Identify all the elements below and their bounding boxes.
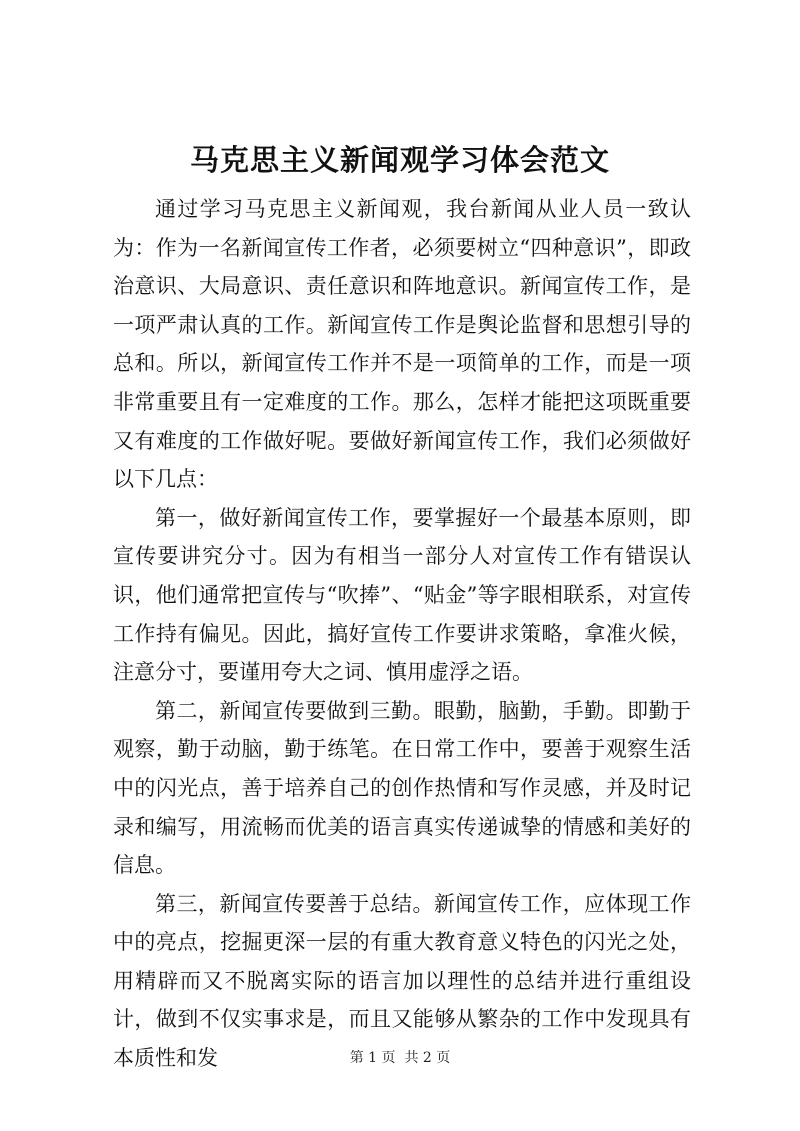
page-number: 第 1 页 (349, 1050, 396, 1066)
paragraph-point-1: 第一，做好新闻宣传工作，要掌握好一个最基本原则，即宣传要讲究分寸。因为有相当一部分人对宣传工作有错误认识，他们通常把宣传与“吹捧”、“贴金”等字眼相联系，对宣传工作持有偏见。因此，搞好宣传工作要讲求策略，拿准火候，注意分寸，要谨用夸大之词、慎用虚浮之语。 (113, 505, 691, 685)
page-total: 共 2 页 (404, 1050, 451, 1066)
paragraph-intro: 通过学习马克思主义新闻观，我台新闻从业人员一致认为：作为一名新闻宣传工作者，必须要树立“四种意识”，即政治意识、大局意识、责任意识和阵地意识。新闻宣传工作，是一项严肃认真的工作。新闻宣传工作是舆论监督和思想引导的总和。所以，新闻宣传工作并不是一项简单的工作，而是一项非常重要且有一定难度的工作。那么，怎样才能把这项既重要又有难度的工作做好呢。要做好新闻宣传工作，我们必须做好以下几点： (113, 197, 691, 492)
paragraph-point-2: 第二，新闻宣传要做到三勤。眼勤，脑勤，手勤。即勤于观察，勤于动脑，勤于练笔。在日常工作中，要善于观察生活中的闪光点，善于培养自己的创作热情和写作灵感，并及时记录和编写，用流畅而优美的语言真实传递诚挚的情感和美好的信息。 (113, 698, 691, 878)
paragraph-point-3: 第三，新闻宣传要善于总结。新闻宣传工作，应体现工作中的亮点，挖掘更深一层的有重大教育意义特色的闪光之处，用精辟而又不脱离实际的语言加以理性的总结并进行重组设计，做到不仅实事求是，而且又能够从繁杂的工作中发现具有本质性和发 (113, 891, 691, 1071)
document-title: 马克思主义新闻观学习体会范文 (189, 143, 610, 177)
page-footer (0, 1048, 800, 1068)
document-body (113, 190, 691, 1078)
